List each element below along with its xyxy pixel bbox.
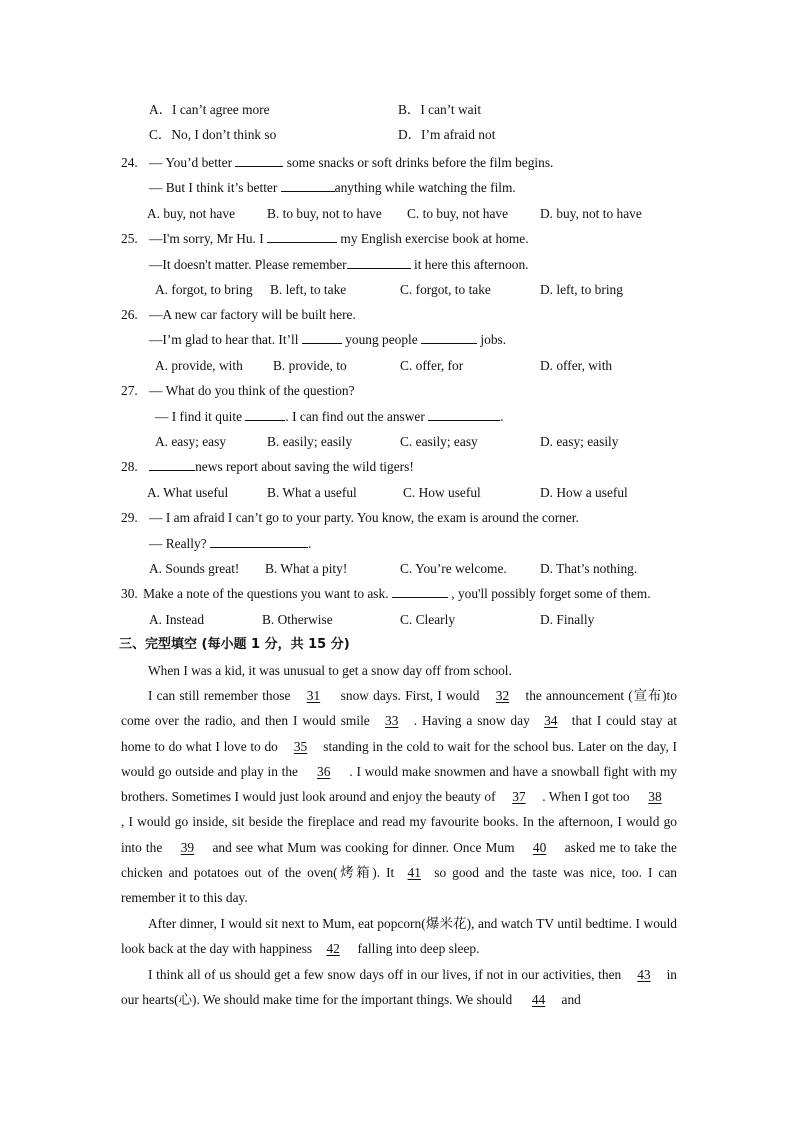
question-26: 26. —A new car factory will be built here. bbox=[121, 307, 356, 322]
q27-option-b: B. easily; easily bbox=[267, 434, 353, 449]
blank-33: 33 bbox=[385, 713, 399, 729]
blank-35: 35 bbox=[293, 738, 308, 754]
q28-option-d: D. How a useful bbox=[540, 485, 628, 500]
blank-31: 31 bbox=[306, 688, 321, 703]
question-29: 29. — I am afraid I can’t go to your party. You know, the exam is around the corner. bbox=[121, 510, 579, 525]
q26-option-c: C. offer, for bbox=[400, 358, 464, 373]
q26-option-b: B. provide, to bbox=[273, 358, 347, 373]
blank-34: 34 bbox=[544, 713, 558, 729]
q24-option-c: C. to buy, not have bbox=[407, 206, 509, 221]
question-25-line-2: —It doesn't matter. Please remember it here this afternoon. bbox=[149, 257, 529, 272]
question-28: 28. news report about saving the wild tigers! bbox=[121, 459, 414, 474]
passage-paragraph-2: I can still remember those 31 snow days. First, I would 32 the announcement (宣布)to come over the radio, and then I would smile 33 . Having a snow day 34 that I could stay at home to do what I love to do 35 standing in the cold to wait for the school bus. Later on the day, I would go outside and play in the 36 . I would make snowmen and have a snowball fight with my brothers. Sometimes I would just look around and enjoy the beauty of 37 . When I got too 38, I would go inside, sit beside the fireplace and read my favourite books. In the afternoon, I would go into the 39 and see what Mum was cooking for dinner. Once Mum 40 asked me to take the chicken and potatoes out of the oven(烤箱). It 41 so good and the taste was nice, too. I can remember it to this day. bbox=[121, 683, 677, 911]
passage-paragraph-3: After dinner, I would sit next to Mum, eat popcorn(爆米花), and watch TV until bedtime. I would look back at the day with happiness 42 falling into deep sleep. bbox=[121, 911, 677, 962]
blank-36: 36 bbox=[317, 763, 331, 779]
passage-paragraph-4: I think all of us should get a few snow days off in our lives, if not in our activities, then 43 in our hearts(心). We should make time for the important things. We should 44 and bbox=[121, 962, 677, 1013]
question-24: 24. — You’d better some snacks or soft drinks before the film begins. bbox=[121, 155, 554, 170]
q28-option-b: B. What a useful bbox=[267, 485, 357, 500]
blank-40: 40 bbox=[532, 839, 547, 855]
q27-option-d: D. easy; easily bbox=[540, 434, 619, 449]
q30-option-a: A. Instead bbox=[149, 612, 205, 627]
q25-option-b: B. left, to take bbox=[270, 282, 347, 297]
q23-option-c: C．No, I don’t think so bbox=[149, 127, 277, 142]
q29-option-c: C. You’re welcome. bbox=[400, 561, 507, 576]
question-27-line-2: — I find it quite . I can find out the answer . bbox=[155, 409, 504, 424]
blank-44: 44 bbox=[531, 992, 546, 1008]
q28-option-c: C. How useful bbox=[403, 485, 481, 500]
question-24-line-2: — But I think it’s better anything while watching the film. bbox=[149, 180, 516, 195]
q23-option-d: D．I’m afraid not bbox=[398, 127, 496, 142]
blank-43: 43 bbox=[637, 967, 651, 982]
q30-option-c: C. Clearly bbox=[400, 612, 456, 627]
q29-option-b: B. What a pity! bbox=[265, 561, 348, 576]
passage-paragraph-1: When I was a kid, it was unusual to get a snow day off from school. bbox=[148, 663, 512, 678]
blank-39: 39 bbox=[180, 839, 195, 855]
q29-option-a: A. Sounds great! bbox=[149, 561, 240, 576]
q25-option-d: D. left, to bring bbox=[540, 282, 623, 297]
question-25: 25. —I'm sorry, Mr Hu. I my English exercise book at home. bbox=[121, 231, 529, 246]
q23-option-b: B．I can’t wait bbox=[398, 102, 482, 117]
section-heading: 三、完型填空 (每小题 1 分，共 15 分) bbox=[119, 637, 350, 652]
q27-option-c: C. easily; easy bbox=[400, 434, 478, 449]
blank-37: 37 bbox=[512, 789, 526, 805]
q29-option-d: D. That’s nothing. bbox=[540, 561, 638, 576]
q30-option-b: B. Otherwise bbox=[262, 612, 333, 627]
q26-option-d: D. offer, with bbox=[540, 358, 613, 373]
q24-option-d: D. buy, not to have bbox=[540, 206, 642, 221]
question-27: 27. — What do you think of the question? bbox=[121, 383, 355, 398]
q24-option-a: A. buy, not have bbox=[147, 206, 236, 221]
q25-option-c: C. forgot, to take bbox=[400, 282, 491, 297]
question-number: 24. bbox=[121, 155, 138, 170]
question-26-line-2: —I’m glad to hear that. It’ll young people jobs. bbox=[149, 332, 507, 347]
blank-38: 38 bbox=[648, 789, 662, 805]
question-30: 30. Make a note of the questions you want to ask. , you'll possibly forget some of them. bbox=[121, 586, 651, 601]
question-29-line-2: — Really? . bbox=[149, 536, 312, 551]
q27-option-a: A. easy; easy bbox=[155, 434, 227, 449]
q23-option-a: A．I can’t agree more bbox=[149, 102, 270, 117]
q26-option-a: A. provide, with bbox=[155, 358, 243, 373]
q30-option-d: D. Finally bbox=[540, 612, 595, 627]
q28-option-a: A. What useful bbox=[147, 485, 229, 500]
q24-option-b: B. to buy, not to have bbox=[267, 206, 382, 221]
blank-32: 32 bbox=[495, 688, 510, 703]
blank-41: 41 bbox=[407, 865, 421, 881]
blank-42: 42 bbox=[326, 941, 340, 957]
q25-option-a: A. forgot, to bring bbox=[155, 282, 253, 297]
